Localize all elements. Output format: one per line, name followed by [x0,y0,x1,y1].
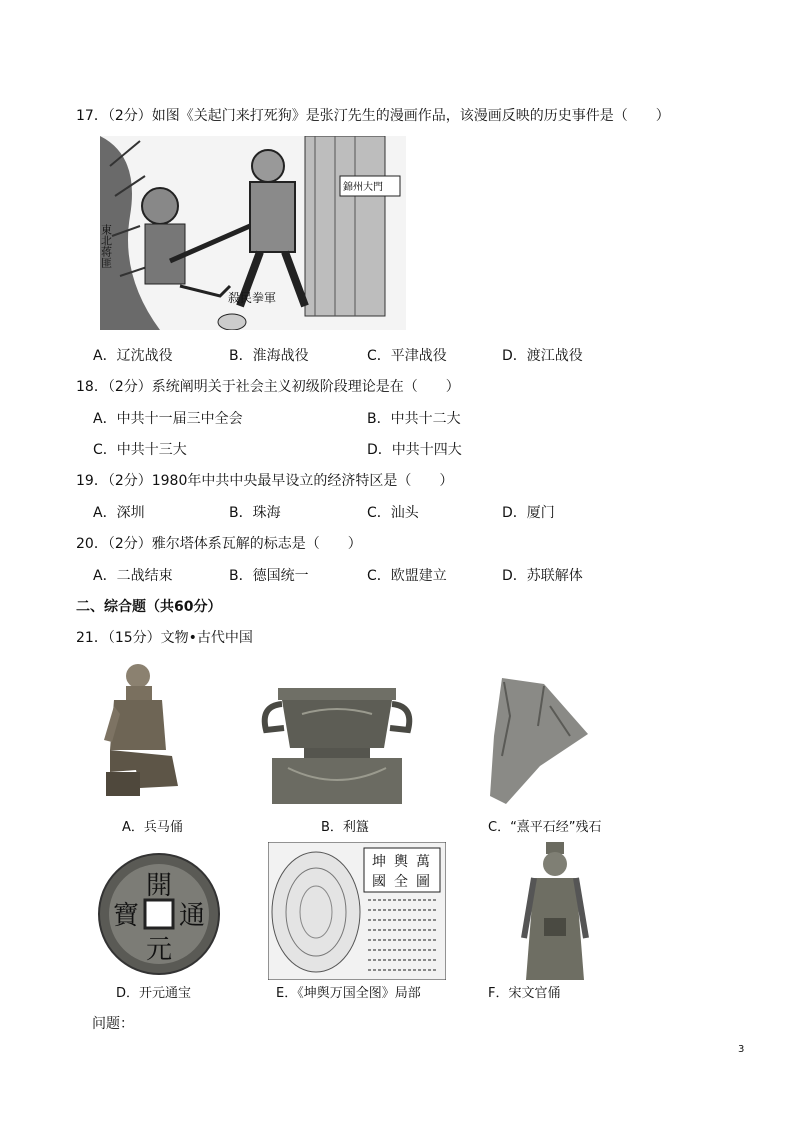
q18-option-d[interactable]: D．中共十四大 [367,442,462,458]
section-title: 二、综合题（共60分） [76,599,222,615]
q19-option-c[interactable]: C．汕头 [367,505,419,521]
caption-c: C．“熹平石经”残石 [488,820,602,835]
q19-option-a[interactable]: A．深圳 [93,505,145,521]
q19-stem: 19．（2分）1980年中共中央最早设立的经济特区是（ ） [76,473,454,489]
q20-option-d[interactable]: D．苏联解体 [502,568,583,584]
fist-label: 殺民拳軍 [228,291,277,305]
q17-option-b[interactable]: B．淮海战役 [229,348,309,364]
q18-option-a[interactable]: A．中共十一届三中全会 [93,411,243,427]
map-char-5: 全 [394,874,408,890]
coin-char-bottom: 元 [145,935,173,965]
q19-option-b[interactable]: B．珠海 [229,505,281,521]
caption-b: B．利簋 [321,820,369,835]
page-number: 3 [738,1044,745,1055]
kunyu-map-image [268,842,446,980]
coin-char-left: 寶 [112,901,140,931]
caption-d: D．开元通宝 [116,986,192,1001]
q17-stem: 17．（2分）如图《关起门来打死狗》是张汀先生的漫画作品，该漫画反映的历史事件是（ ） [76,108,670,124]
terracotta-warrior-image [100,660,182,802]
enemy-label: 東北蒋匪 [100,224,113,268]
q17-option-c[interactable]: C．平津战役 [367,348,447,364]
q19-option-d[interactable]: D．厦门 [502,505,555,521]
coin-char-top: 開 [145,871,173,901]
caption-f: F．宋文官俑 [488,986,561,1001]
map-char-2: 輿 [394,854,408,870]
caption-e: E．《坤舆万国全图》局部 [276,986,421,1001]
q20-stem: 20．（2分）雅尔塔体系瓦解的标志是（ ） [76,536,362,552]
q20-option-a[interactable]: A．二战结束 [93,568,173,584]
q17-cartoon-image [100,136,406,330]
question-label: 问题： [92,1016,134,1032]
caption-a: A．兵马俑 [122,820,183,835]
map-char-3: 萬 [416,854,430,870]
q18-stem: 18．（2分）系统阐明关于社会主义初级阶段理论是在（ ） [76,379,460,395]
coin-char-right: 通 [178,901,206,931]
li-gui-vessel-image [258,684,416,806]
q17-option-d[interactable]: D．渡江战役 [502,348,583,364]
song-official-figure-image [518,842,592,980]
map-char-6: 圖 [416,874,430,890]
q17-option-a[interactable]: A．辽沈战役 [93,348,173,364]
door-sign-label: 錦州大門 [343,182,383,193]
q20-option-b[interactable]: B．德国统一 [229,568,309,584]
q20-option-c[interactable]: C．欧盟建立 [367,568,447,584]
kaiyuan-tongbao-coin-image [96,852,222,976]
map-char-1: 坤 [372,854,386,870]
xiping-stone-classic-image [480,676,592,806]
q18-option-b[interactable]: B．中共十二大 [367,411,461,427]
q21-stem: 21．（15分）文物•古代中国 [76,630,253,646]
map-char-4: 國 [372,874,386,890]
q18-option-c[interactable]: C．中共十三大 [93,442,187,458]
